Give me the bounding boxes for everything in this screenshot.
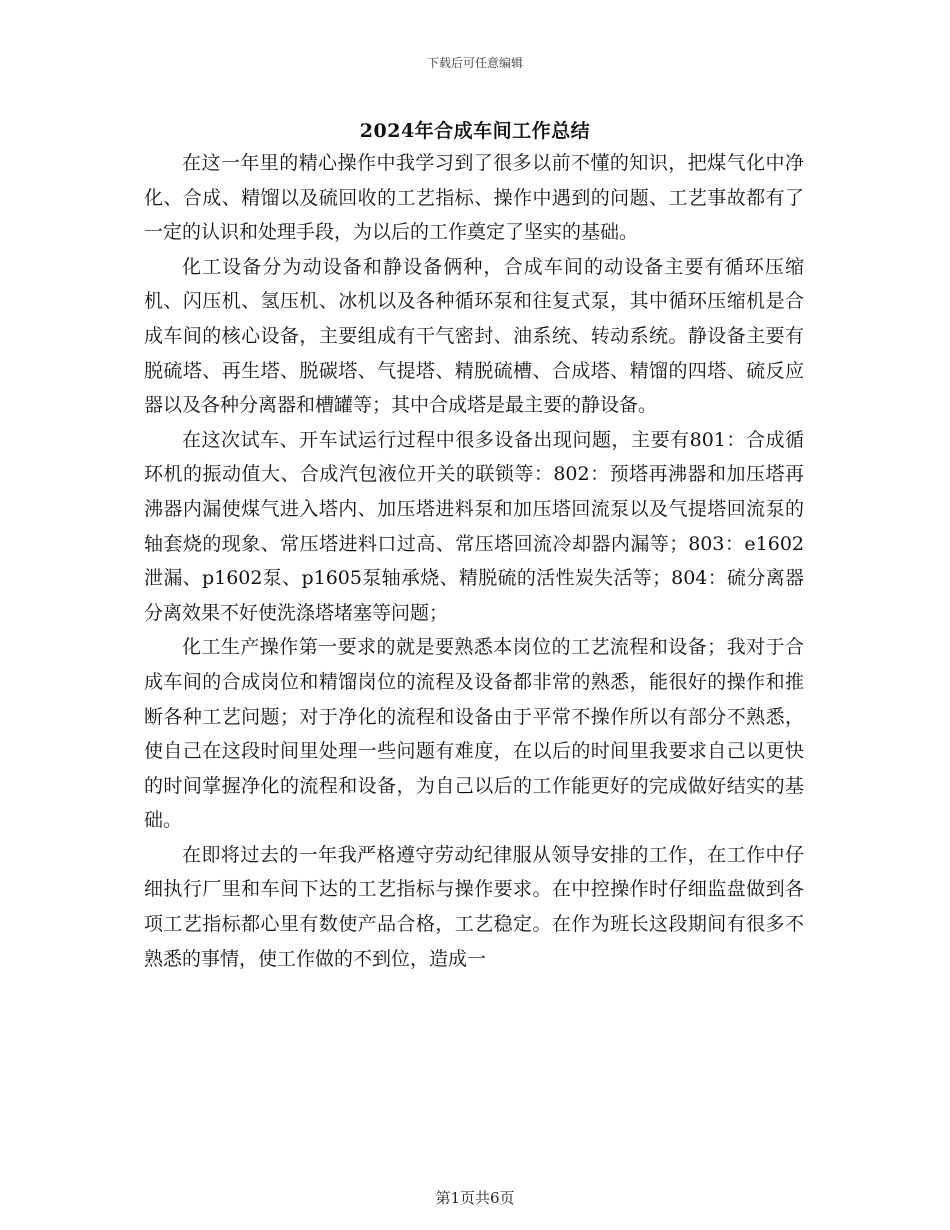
paragraph-4: 化工生产操作第一要求的就是要熟悉本岗位的工艺流程和设备；我对于合成车间的合成岗位和精馏岗位的流程及设备都非常的熟悉，能很好的操作和推断各种工艺问题；对于净化的流程和设备由于平常不操作所以有部分不熟悉，使自己在这段时间里处理一些问题有难度，在以后的时间里我要求自己以更快的时间掌握净化的流程和设备，为自己以后的工作能更好的完成做好结实的基础。: [144, 636, 804, 832]
paragraph-3: 在这次试车、开车试运行过程中很多设备出现问题，主要有801：合成循环机的振动值大、合成汽包液位开关的联锁等：802：预塔再沸器和加压塔再沸器内漏使煤气进入塔内、加压塔进料泵和加压塔回流泵以及气提塔回流泵的轴套烧的现象、常压塔进料口过高、常压塔回流冷却器内漏等；803：e1602泄漏、p1602泵、p1605泵轴承烧、精脱硫的活性炭失活等；804：硫分离器分离效果不好使洗涤塔堵塞等问题；: [144, 428, 804, 624]
document-body: [144, 146, 804, 976]
paragraph-1: 在这一年里的精心操作中我学习到了很多以前不懂的知识，把煤气化中净化、合成、精馏以及硫回收的工艺指标、操作中遇到的问题、工艺事故都有了一定的认识和处理手段，为以后的工作奠定了坚实的基础。: [144, 152, 804, 244]
document-title: 2024年合成车间工作总结: [359, 120, 591, 142]
page-footer: 第1页共6页: [435, 1189, 515, 1207]
paragraph-5: 在即将过去的一年我严格遵守劳动纪律服从领导安排的工作，在工作中仔细执行厂里和车间下达的工艺指标与操作要求。在中控操作时仔细监盘做到各项工艺指标都心里有数使产品合格，工艺稳定。在作为班长这段期间有很多不熟悉的事情，使工作做的不到位，造成一: [144, 843, 804, 970]
header-note: 下载后可任意编辑: [426, 56, 523, 70]
paragraph-2: 化工设备分为动设备和静设备俩种，合成车间的动设备主要有循环压缩机、闪压机、氢压机、冰机以及各种循环泵和往复式泵，其中循环压缩机是合成车间的核心设备，主要组成有干气密封、油系统、转动系统。静设备主要有脱硫塔、再生塔、脱碳塔、气提塔、精脱硫槽、合成塔、精馏的四塔、硫反应器以及各种分离器和槽罐等；其中合成塔是最主要的静设备。: [144, 255, 804, 417]
